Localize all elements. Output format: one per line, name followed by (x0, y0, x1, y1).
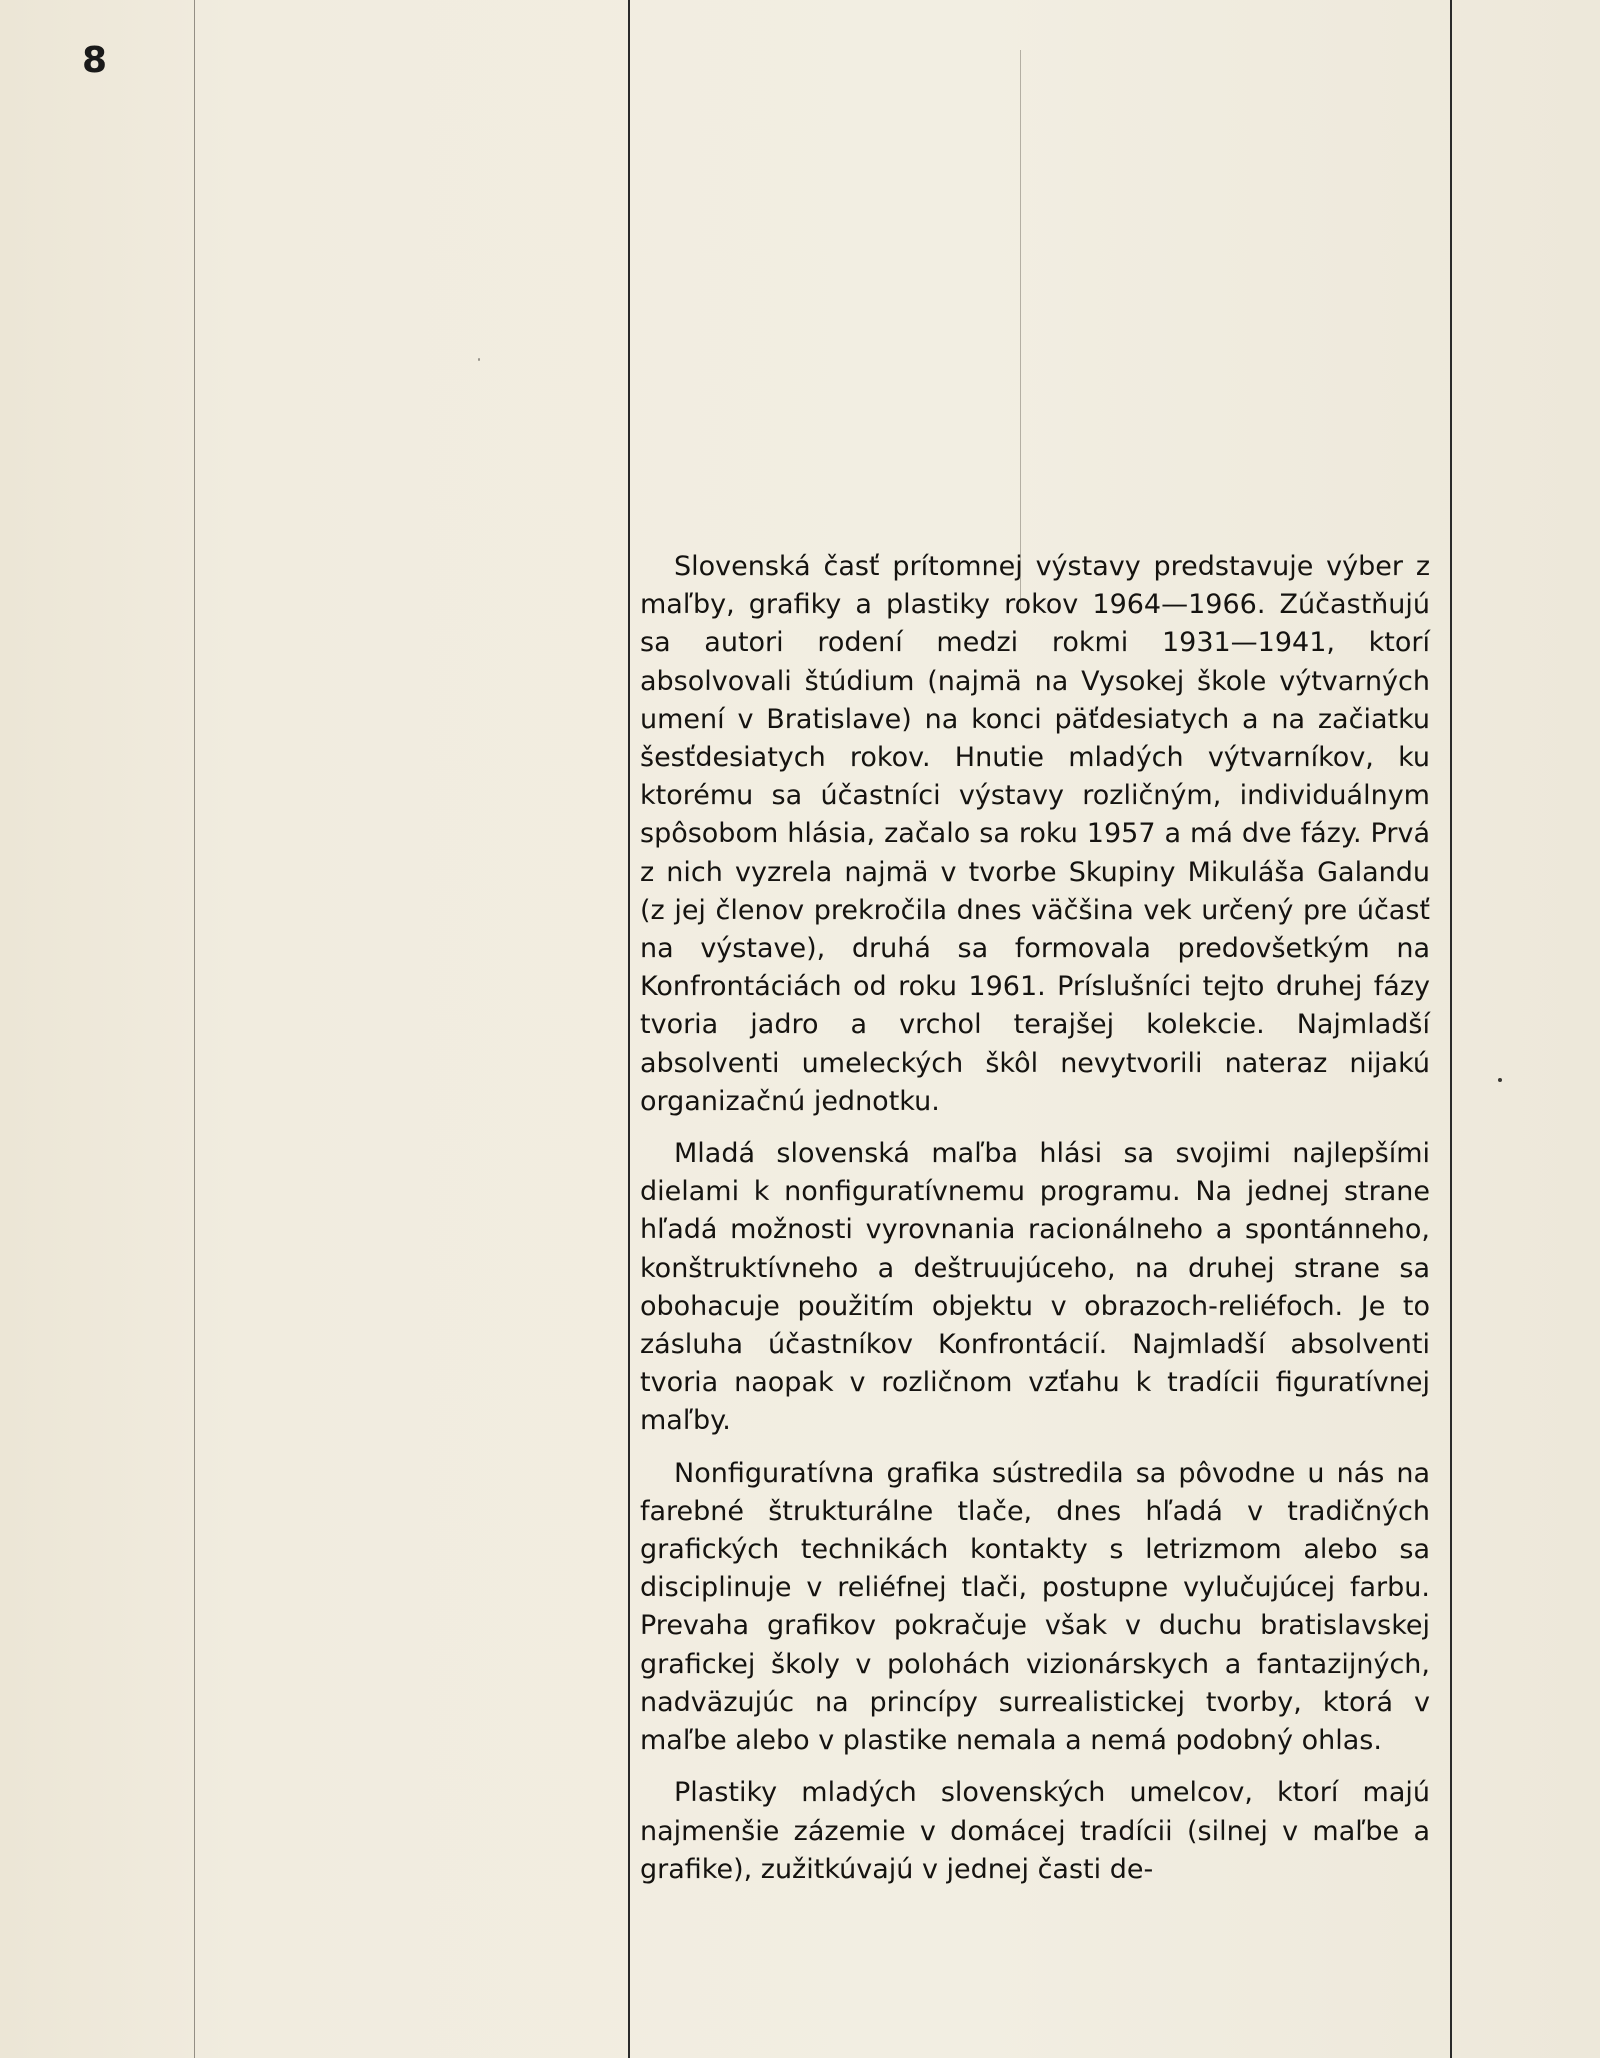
page-number: 8 (82, 40, 109, 81)
paragraph-1: Slovenská časť prítomnej výstavy predstavuje výber z maľby, grafiky a plastiky rokov 1964—1966. Zúčastňujú sa autori rodení medzi rokmi 1931—1941, ktorí absolvovali štúdium (najmä na Vysokej škole výtvarných umení v Bratislave) na konci päťdesiatych a na začiatku šesťdesiatych rokov. Hnutie mladých výtvarníkov, ku ktorému sa účastníci výstavy rozličným, individuálnym spôsobom hlásia, začalo sa roku 1957 a má dve fázy. Prvá z nich vyzrela najmä v tvorbe Skupiny Mikuláša Galandu (z jej členov prekročila dnes väčšina vek určený pre účasť na výstave), druhá sa formovala predovšetkým na Konfrontáciách od roku 1961. Príslušníci tejto druhej fázy tvoria jadro a vrchol terajšej kolekcie. Najmladší absolventi umeleckých škôl nevytvorili nateraz nijakú organizačnú jednotku. (640, 551, 1430, 1117)
article-column (640, 548, 1430, 1889)
fold-line (1020, 50, 1021, 610)
margin-rule (194, 0, 195, 2058)
paragraph-2: Mladá slovenská maľba hlási sa svojimi najlepšími dielami k nonfiguratívnemu programu. Na jednej strane hľadá možnosti vyrovnania racionálneho a spontánneho, konštruktívneho a deštruujúceho, na druhej strane sa obohacuje použitím objektu v obrazoch-reliéfoch. Je to zásluha účastníkov Konfrontácií. Najmladší absolventi tvoria naopak v rozličnom vzťahu k tradícii figuratívnej maľby. (640, 1138, 1430, 1437)
paragraph-3: Nonfiguratívna grafika sústredila sa pôvodne u nás na farebné štrukturálne tlače, dnes hľadá v tradičných grafických technikách kontakty s letrizmom alebo sa disciplinuje v reliéfnej tlači, postupne vylučujúcej farbu. Prevaha grafikov pokračuje však v duchu bratislavskej grafickej školy v polohách vizionárskych a fantazijných, nadväzujúc na princípy surrealistickej tvorby, ktorá v maľbe alebo v plastike nemala a nemá podobný ohlas. (640, 1457, 1430, 1757)
paper-speck (1498, 1078, 1502, 1082)
column-rule-right (1450, 0, 1452, 2058)
paper-speck (478, 358, 480, 361)
paragraph-4: Plastiky mladých slovenských umelcov, ktorí majú najmenšie zázemie v domácej tradícii (silnej v maľbe a grafike), zužitkúvajú v jednej časti de- (640, 1777, 1430, 1885)
column-rule-left (628, 0, 630, 2058)
